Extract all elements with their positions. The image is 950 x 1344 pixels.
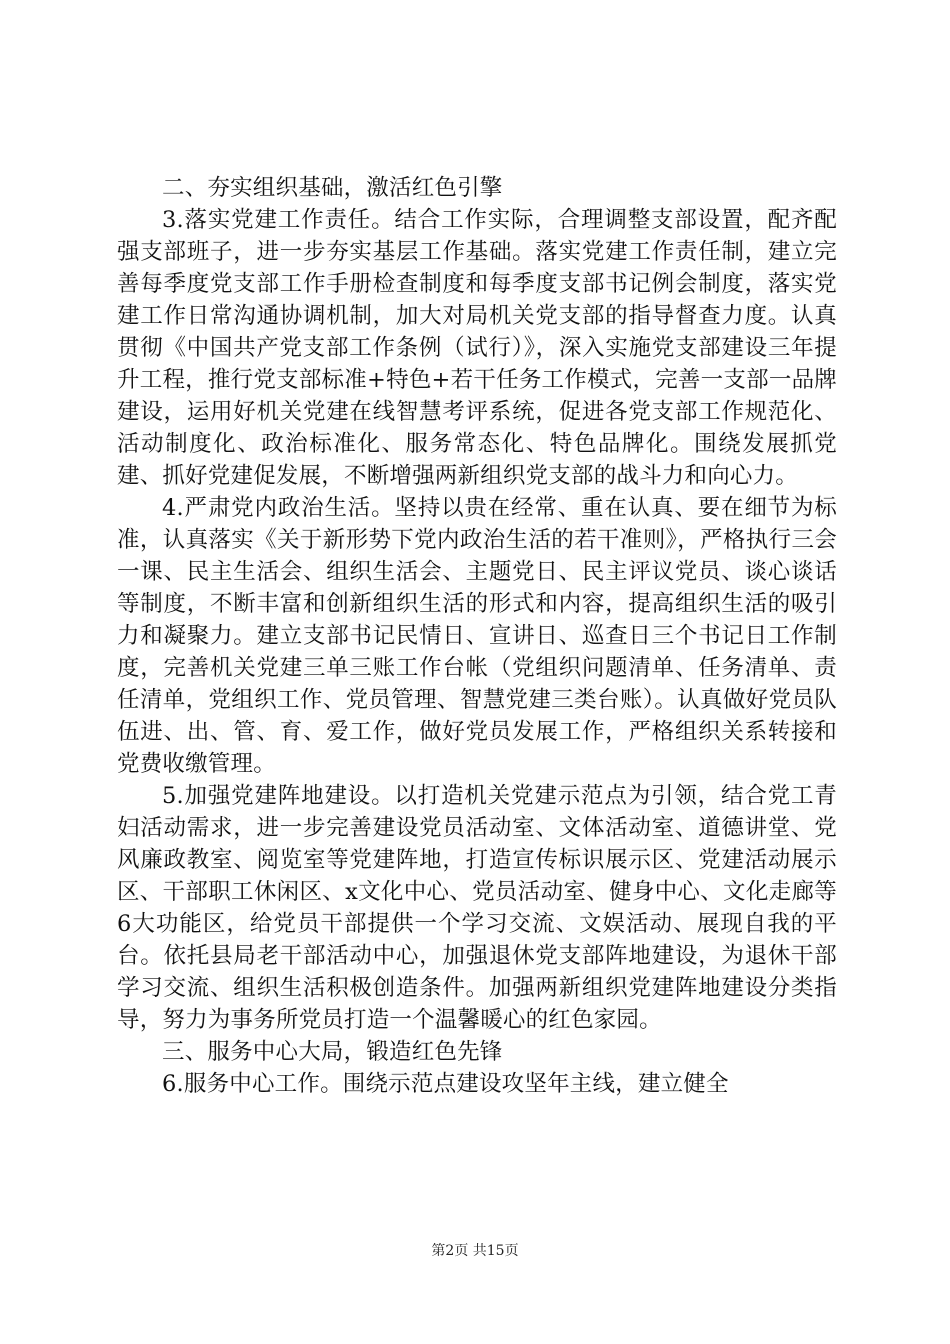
- paragraph-4: 4.严肃党内政治生活。坚持以贵在经常、重在认真、要在细节为标准，认真落实《关于新形势下党内政治生活的若干准则》，严格执行三会一课、民主生活会、组织生活会、主题党日、民主评议党员、谈心谈话等制度，不断丰富和创新组织生活的形式和内容，提高组织生活的吸引力和凝聚力。建立支部书记民情日、宣讲日、巡查日三个书记日工作制度，完善机关党建三单三账工作台帐（党组织问题清单、任务清单、责任清单，党组织工作、党员管理、智慧党建三类台账）。认真做好党员队伍进、出、管、育、爱工作，做好党员发展工作，严格组织关系转接和党费收缴管理。: [117, 495, 837, 777]
- paragraph-5: 5.加强党建阵地建设。以打造机关党建示范点为引领，结合党工青妇活动需求，进一步完善建设党员活动室、文体活动室、道德讲堂、党风廉政教室、阅览室等党建阵地，打造宣传标识展示区、党建活动展示区、干部职工休闲区、x文化中心、党员活动室、健身中心、文化走廊等6大功能区，给党员干部提供一个学习交流、文娱活动、展现自我的平台。依托县局老干部活动中心，加强退休党支部阵地建设，为退休干部学习交流、组织生活积极创造条件。加强两新组织党建阵地建设分类指导，努力为事务所党员打造一个温馨暖心的红色家园。: [117, 783, 837, 1033]
- document-body: [117, 172, 837, 1100]
- section-heading-3: 三、服务中心大局，锻造红色先锋: [162, 1039, 503, 1065]
- paragraph-3: 3.落实党建工作责任。结合工作实际，合理调整支部设置，配齐配强支部班子，进一步夯实基层工作基础。落实党建工作责任制，建立完善每季度党支部工作手册检查制度和每季度支部书记例会制度，落实党建工作日常沟通协调机制，加大对局机关党支部的指导督查力度。认真贯彻《中国共产党支部工作条例（试行）》，深入实施党支部建设三年提升工程，推行党支部标准+特色+若干任务工作模式，完善一支部一品牌建设，运用好机关党建在线智慧考评系统，促进各党支部工作规范化、活动制度化、政治标准化、服务常态化、特色品牌化。围绕发展抓党建、抓好党建促发展，不断增强两新组织党支部的战斗力和向心力。: [117, 207, 837, 489]
- paragraph-6: 6.服务中心工作。围绕示范点建设攻坚年主线，建立健全: [162, 1071, 729, 1097]
- section-heading-2: 二、夯实组织基础，激活红色引擎: [162, 175, 503, 201]
- page-footer: 第2页 共15页: [431, 1243, 519, 1259]
